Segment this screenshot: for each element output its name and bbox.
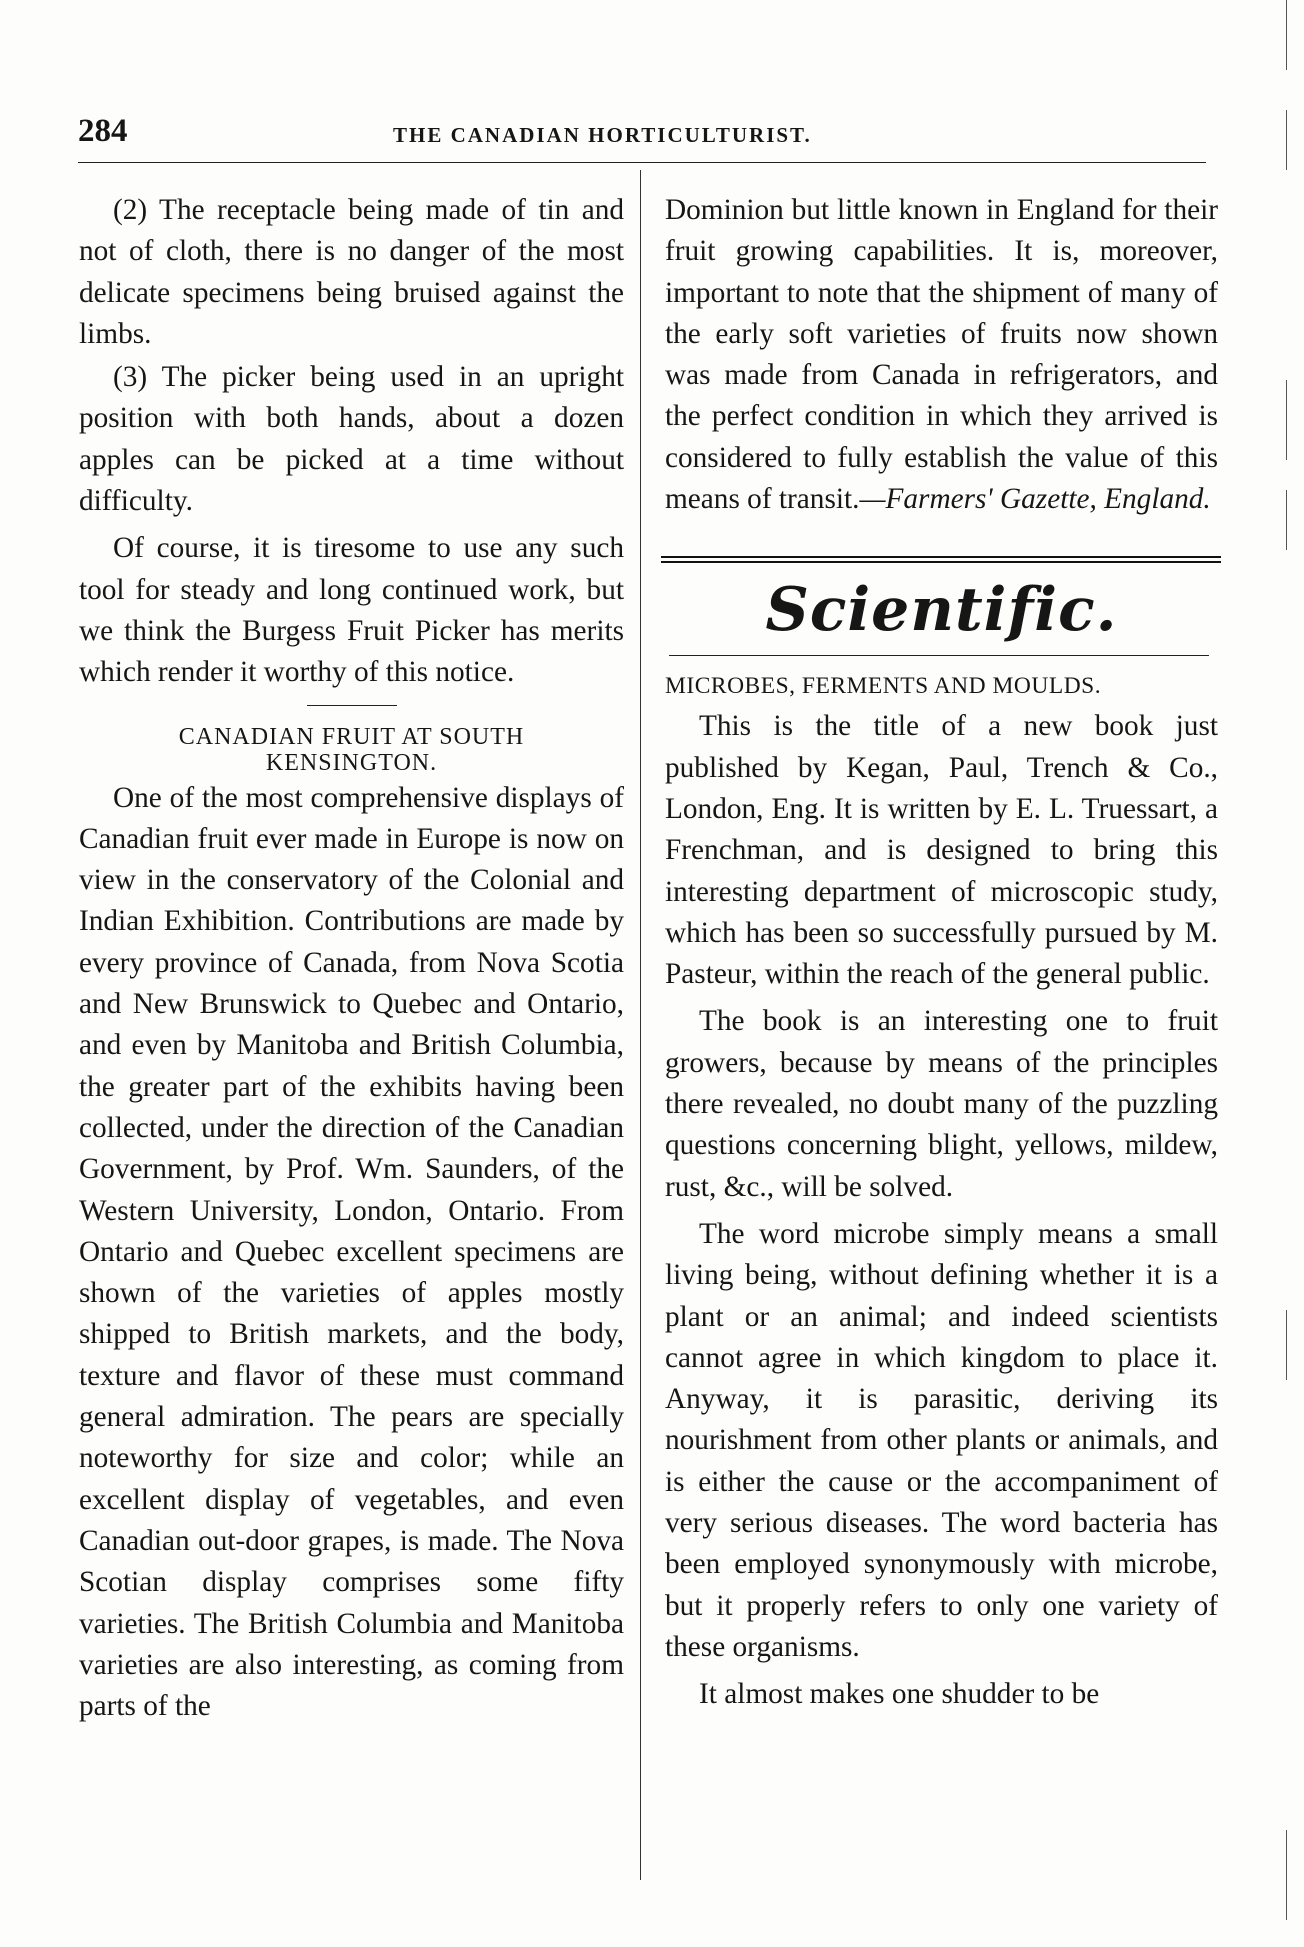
paragraph: (2) The receptacle being made of tin and not of cloth, there is no danger of the most delicate specimens being bruised against the limbs. <box>79 194 624 350</box>
section-title-rule <box>669 655 1209 656</box>
paragraph: The book is an interesting one to fruit growers, because by means of the principles there revealed, no doubt many of the puzzling questions concerning blight, yellows, mildew, rust, &c., will be solved. <box>665 1005 1218 1203</box>
article-heading-line: KENSINGTON. <box>265 749 438 776</box>
paragraph: (3) The picker being used in an upright position with both hands, about a dozen apples can be picked at a time without difficulty. <box>79 361 624 518</box>
section-divider <box>307 705 397 706</box>
paragraph-text: Dominion but little known in England for their fruit growing capabilities. It is, moreover, important to note that the shipment of many of the early soft varieties of fruits now shown was made from Canada in refrigerators, and the perfect condition in which they arrived is considered to fully establish the value of this means of transit. <box>665 194 1218 516</box>
page-header <box>78 113 1208 153</box>
column-divider <box>640 170 641 1880</box>
source-citation: —Farmers' Gazette, England. <box>859 483 1211 516</box>
paragraph: The word microbe simply means a small living being, without defining whether it is a plant or an animal; and indeed scientists cannot agree in which kingdom to place it. Anyway, it is parasitic, deriving its nourishment from other plants or animals, and is either the cause or the accompaniment of very serious diseases. The word bacteria has been employed synonymously with microbe, but it properly refers to only one variety of these organisms. <box>665 1217 1218 1663</box>
paragraph: This is the title of a new book just published by Kegan, Paul, Trench & Co., London, Eng. It is written by E. L. Truessart, a Frenchman, and is designed to bring this interesting department of microscopic study, which has been so successfully pursued by M. Pasteur, within the reach of the general public. <box>665 710 1218 991</box>
paragraph: One of the most comprehensive displays of Canadian fruit ever made in Europe is now on view in the conservatory of the Colonial and Indian Exhibition. Contributions are made by every province of Canada, from Nova Scotia and New Brunswick to Quebec and Ontario, and even by Manitoba and British Columbia, the greater part of the exhibits having been collected, under the direction of the Canadian Government, by Prof. Wm. Saunders, of the Western University, London, Ontario. From Ontario and Quebec excellent specimens are shown of the varieties of apples mostly shipped to British markets, and the body, texture and flavor of these must command general admiration. The pears are specially noteworthy for size and color; while an excellent display of vegetables, and even Canadian out-door grapes, is made. The Nova Scotian display comprises some fifty varieties. The British Columbia and Manitoba varieties are also interesting, as coming from parts of the <box>79 781 624 1723</box>
paragraph: Of course, it is tiresome to use any such tool for steady and long continued work, but we think the Burgess Fruit Picker has merits which render it worthy of this notice. <box>79 532 624 689</box>
header-rule <box>78 162 1206 163</box>
article-heading-line: CANADIAN FRUIT AT SOUTH <box>178 723 525 750</box>
article-heading <box>79 724 624 776</box>
edge-mark <box>1286 1830 1287 1920</box>
binding-edge <box>1264 0 1304 1947</box>
edge-mark <box>1286 0 1287 70</box>
right-column <box>665 190 1218 1716</box>
edge-mark <box>1286 1310 1287 1380</box>
article-heading: MICROBES, FERMENTS AND MOULDS. <box>665 673 1102 700</box>
paragraph <box>665 190 1218 520</box>
page-number: 284 <box>78 113 128 149</box>
left-column <box>79 190 624 1727</box>
section-title: Scientific. <box>765 575 1118 646</box>
running-title: THE CANADIAN HORTICULTURIST. <box>393 123 812 147</box>
edge-mark <box>1286 110 1287 170</box>
edge-mark <box>1286 490 1287 550</box>
paragraph: It almost makes one shudder to be <box>699 1678 1100 1711</box>
double-rule <box>661 556 1221 563</box>
edge-mark <box>1286 380 1287 460</box>
